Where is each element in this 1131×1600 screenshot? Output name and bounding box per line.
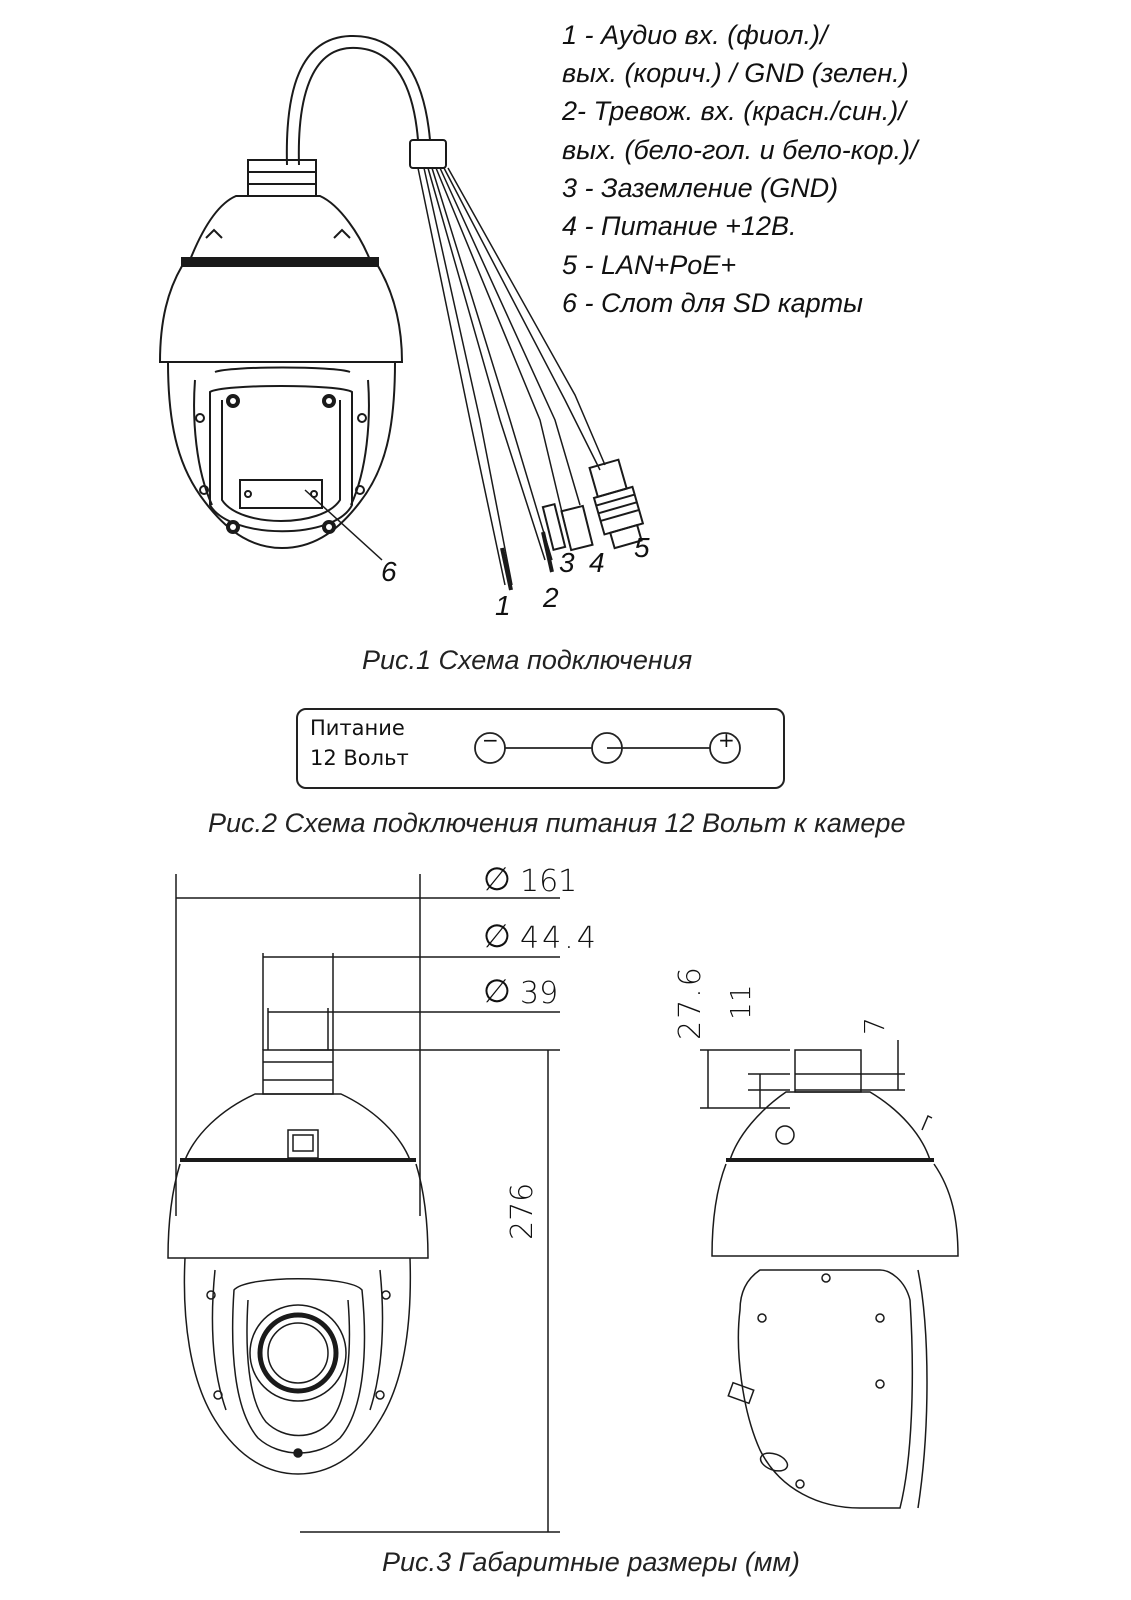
callout-6: 6 [381,556,397,587]
legend-item-4: 4 - Питание +12В. [562,211,797,241]
cable-loop [287,36,430,165]
plus-symbol: + [718,728,735,752]
minus-symbol: − [482,728,499,752]
power-polarity-symbol [296,708,785,789]
wires [418,168,605,585]
camera-housing-top [190,196,370,260]
legend-item-1b: вых. (корич.) / GND (зелен.) [562,58,909,88]
legend-item-2b: вых. (бело-гол. и бело-кор.)/ [562,135,918,165]
dim-44-label: 44.4 [520,921,599,956]
legend-item-2a: 2- Тревож. вх. (красн./син.)/ [562,96,906,126]
dim-diameter-symbol-39: ∅ [483,972,511,1010]
legend-item-5: 5 - LAN+PoE+ [562,250,737,280]
dim-276-label: 276 [505,1182,540,1240]
dim-diameter-symbol-44: ∅ [483,917,511,955]
callout-2: 2 [543,582,559,613]
power-label-line1: Питание [310,716,405,740]
power-label-line2: 12 Вольт [310,746,409,770]
callout-1: 1 [495,590,511,621]
dim-7-label: 7 [858,1017,891,1035]
cable-sleeve [410,140,446,168]
dim-11-label: 11 [724,984,757,1020]
front-view-camera [168,1050,428,1474]
callout-5: 5 [634,532,650,563]
legend-item-3: 3 - Заземление (GND) [562,173,839,203]
callout-4: 4 [589,547,605,578]
callout-6-leader [305,490,382,560]
dim-161-label: 161 [520,864,578,899]
fig3-caption: Рис.3 Габаритные размеры (мм) [382,1547,800,1577]
dim-diameter-symbol-161: ∅ [483,860,511,898]
camera-mount [248,160,316,196]
callout-3: 3 [559,547,575,578]
dim-39-label: 39 [520,976,559,1011]
legend-item-1a: 1 - Аудио вх. (фиол.)/ [562,20,828,50]
side-view-camera [712,1050,958,1508]
fig2-caption: Рис.2 Схема подключения питания 12 Вольт к камере [208,808,906,838]
legend-item-6: 6 - Слот для SD карты [562,288,863,318]
fig1-caption: Рис.1 Схема подключения [362,645,693,675]
power-connector [561,506,592,550]
dim-27-6-label: 27.6 [673,965,708,1040]
